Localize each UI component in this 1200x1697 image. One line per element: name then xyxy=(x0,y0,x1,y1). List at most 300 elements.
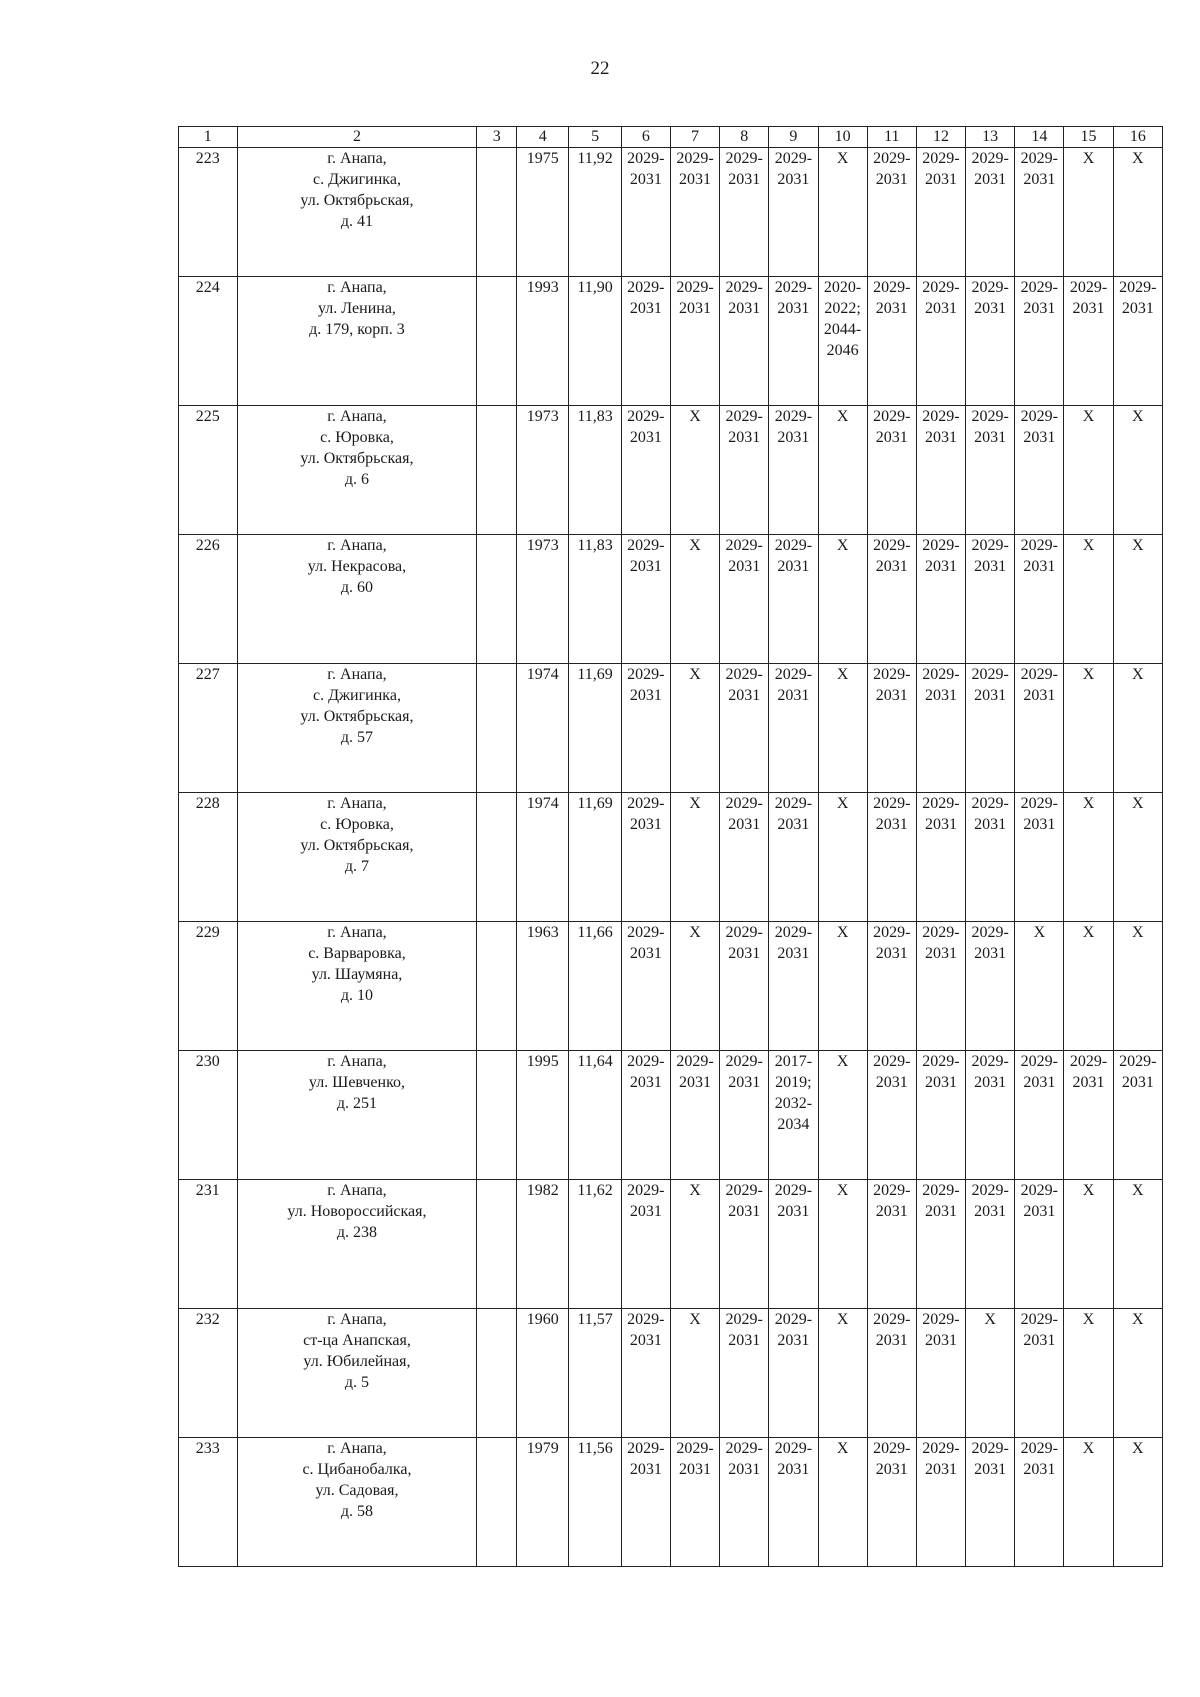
period-line: 2020- xyxy=(823,279,862,296)
period-line: 2031 xyxy=(924,945,957,962)
address-line: г. Анапа, xyxy=(327,279,387,296)
period-line: 2031 xyxy=(728,1461,761,1478)
period-line: X xyxy=(836,150,849,167)
period-cell-col-6 xyxy=(621,793,670,922)
period-line: X xyxy=(1082,795,1095,812)
period-line: 2031 xyxy=(777,171,810,188)
period-cell-col-9 xyxy=(769,1309,818,1438)
address-line: с. Джигинка, xyxy=(312,171,401,188)
period-cell-col-16 xyxy=(1113,922,1162,1051)
period-cell-col-14 xyxy=(1015,148,1064,277)
period-line: 2017- xyxy=(774,1053,813,1070)
period-line: 2031 xyxy=(629,945,662,962)
period-line: 2029- xyxy=(873,1182,911,1199)
period-line: 2031 xyxy=(679,171,712,188)
column-3-cell xyxy=(477,664,517,793)
period-line: 2031 xyxy=(875,429,908,446)
period-cell-col-6 xyxy=(621,148,670,277)
period-line: 2029- xyxy=(774,795,813,812)
period-line: 2029- xyxy=(627,408,665,425)
period-cell-col-14 xyxy=(1015,277,1064,406)
address-cell xyxy=(237,277,477,406)
index-cell: 11,83 xyxy=(569,406,621,535)
address-line: ст-ца Анапская, xyxy=(303,1332,411,1349)
table-header xyxy=(179,127,1163,148)
period-line: 2031 xyxy=(875,300,908,317)
period-cell-col-15 xyxy=(1064,1438,1113,1567)
period-cell-col-10 xyxy=(818,793,867,922)
address-line: с. Варваровка, xyxy=(308,945,406,962)
period-cell-col-11 xyxy=(867,922,916,1051)
table-row xyxy=(179,535,1163,664)
period-line: 2031 xyxy=(777,945,810,962)
period-cell-col-16 xyxy=(1113,793,1162,922)
period-cell-col-7 xyxy=(670,922,719,1051)
period-line: X xyxy=(836,924,849,941)
year-cell: 1974 xyxy=(517,793,569,922)
column-header-3: 3 xyxy=(477,127,517,148)
column-3-cell xyxy=(477,1180,517,1309)
period-cell-col-10 xyxy=(818,535,867,664)
period-line: 2029- xyxy=(774,537,813,554)
column-header-7: 7 xyxy=(670,127,719,148)
period-line: 2029- xyxy=(774,408,813,425)
index-cell: 11,92 xyxy=(569,148,621,277)
period-line: 2031 xyxy=(974,300,1007,317)
period-line: X xyxy=(1082,150,1095,167)
column-header-14: 14 xyxy=(1015,127,1064,148)
period-cell-col-15 xyxy=(1064,148,1113,277)
header-row xyxy=(179,127,1163,148)
period-cell-col-8 xyxy=(720,1051,769,1180)
period-cell-col-8 xyxy=(720,406,769,535)
period-cell-col-13 xyxy=(966,793,1015,922)
address-line: д. 60 xyxy=(340,579,374,596)
column-3-cell xyxy=(477,793,517,922)
row-number: 232 xyxy=(179,1309,238,1438)
address-line: с. Юровка, xyxy=(320,429,394,446)
column-header-16: 16 xyxy=(1113,127,1162,148)
period-line: 2029- xyxy=(873,150,911,167)
period-cell-col-7 xyxy=(670,148,719,277)
period-line: 2029- xyxy=(1020,795,1058,812)
year-cell: 1963 xyxy=(517,922,569,1051)
period-line: 2031 xyxy=(875,1332,908,1349)
period-line: 2031 xyxy=(629,1461,662,1478)
address-line: ул. Ленина, xyxy=(318,300,396,317)
period-line: 2031 xyxy=(777,1332,810,1349)
period-line: X xyxy=(1132,150,1144,167)
period-line: 2029- xyxy=(971,279,1009,296)
period-line: 2032- xyxy=(774,1095,813,1112)
address-line: г. Анапа, xyxy=(327,408,387,425)
period-line: 2031 xyxy=(875,687,908,704)
address-line: ул. Юбилейная, xyxy=(303,1353,411,1370)
period-cell-col-13 xyxy=(966,1051,1015,1180)
period-line: 2029- xyxy=(627,1440,665,1457)
period-line: 2029- xyxy=(627,150,665,167)
period-line: X xyxy=(1033,924,1046,941)
period-cell-col-13 xyxy=(966,277,1015,406)
index-cell: 11,57 xyxy=(569,1309,621,1438)
address-line: г. Анапа, xyxy=(327,1311,387,1328)
period-cell-col-6 xyxy=(621,664,670,793)
period-cell-col-14 xyxy=(1015,793,1064,922)
period-line: 2031 xyxy=(728,171,761,188)
period-line: 2031 xyxy=(728,1074,761,1091)
period-line: 2029- xyxy=(873,795,911,812)
column-3-cell xyxy=(477,1438,517,1567)
period-cell-col-9 xyxy=(769,406,818,535)
period-line: 2031 xyxy=(1072,300,1105,317)
period-cell-col-6 xyxy=(621,277,670,406)
period-line: 2031 xyxy=(1023,816,1056,833)
period-line: 2029- xyxy=(971,1053,1009,1070)
period-line: 2031 xyxy=(924,300,957,317)
period-cell-col-10 xyxy=(818,1180,867,1309)
address-line: д. 10 xyxy=(340,987,374,1004)
period-cell-col-16 xyxy=(1113,535,1162,664)
address-line: д. 58 xyxy=(340,1503,374,1520)
period-line: 2031 xyxy=(924,816,957,833)
row-number: 225 xyxy=(179,406,238,535)
period-line: 2046 xyxy=(826,342,859,359)
period-line: X xyxy=(836,537,849,554)
period-line: 2029- xyxy=(627,1053,665,1070)
row-number: 229 xyxy=(179,922,238,1051)
period-line: 2029- xyxy=(1069,1053,1108,1070)
period-cell-col-10 xyxy=(818,277,867,406)
period-line: 2044- xyxy=(823,321,862,338)
period-line: 2031 xyxy=(974,558,1007,575)
period-cell-col-16 xyxy=(1113,277,1162,406)
row-number: 227 xyxy=(179,664,238,793)
period-cell-col-13 xyxy=(966,148,1015,277)
period-cell-col-16 xyxy=(1113,1309,1162,1438)
column-header-4: 4 xyxy=(517,127,569,148)
period-line: 2031 xyxy=(875,171,908,188)
index-cell: 11,69 xyxy=(569,664,621,793)
period-cell-col-15 xyxy=(1064,793,1113,922)
period-cell-col-16 xyxy=(1113,1438,1162,1567)
row-number: 224 xyxy=(179,277,238,406)
period-cell-col-11 xyxy=(867,664,916,793)
period-line: X xyxy=(836,1053,849,1070)
period-line: 2031 xyxy=(777,1203,810,1220)
period-line: 2031 xyxy=(777,558,810,575)
period-cell-col-11 xyxy=(867,1309,916,1438)
period-line: 2029- xyxy=(1020,666,1058,683)
period-cell-col-9 xyxy=(769,277,818,406)
period-line: 2031 xyxy=(924,687,957,704)
period-line: 2029- xyxy=(725,1182,763,1199)
period-line: 2029- xyxy=(922,150,960,167)
period-cell-col-14 xyxy=(1015,1438,1064,1567)
period-cell-col-10 xyxy=(818,148,867,277)
address-line: с. Юровка, xyxy=(320,816,394,833)
period-cell-col-6 xyxy=(621,406,670,535)
address-line: д. 7 xyxy=(344,858,370,875)
period-cell-col-11 xyxy=(867,535,916,664)
address-cell xyxy=(237,148,477,277)
index-cell: 11,56 xyxy=(569,1438,621,1567)
period-cell-col-6 xyxy=(621,1051,670,1180)
address-line: ул. Октябрьская, xyxy=(300,837,414,854)
period-cell-col-12 xyxy=(916,277,965,406)
period-line: X xyxy=(689,1311,701,1328)
address-line: д. 57 xyxy=(340,729,374,746)
period-line: 2031 xyxy=(629,1074,662,1091)
period-line: 2022; xyxy=(824,300,861,317)
address-line: г. Анапа, xyxy=(327,666,387,683)
period-line: 2029- xyxy=(725,537,763,554)
period-line: 2034 xyxy=(777,1116,810,1133)
period-cell-col-13 xyxy=(966,664,1015,793)
period-line: 2031 xyxy=(875,945,908,962)
period-line: 2029- xyxy=(774,1311,813,1328)
index-cell: 11,90 xyxy=(569,277,621,406)
period-line: 2031 xyxy=(629,816,662,833)
period-line: 2031 xyxy=(679,1074,712,1091)
year-cell: 1995 xyxy=(517,1051,569,1180)
period-cell-col-13 xyxy=(966,1180,1015,1309)
period-line: 2029- xyxy=(922,1440,960,1457)
period-line: 2031 xyxy=(629,1203,662,1220)
period-line: 2031 xyxy=(777,816,810,833)
period-line: X xyxy=(836,1311,849,1328)
address-line: г. Анапа, xyxy=(327,1440,387,1457)
column-header-2: 2 xyxy=(237,127,477,148)
period-cell-col-8 xyxy=(720,922,769,1051)
period-cell-col-12 xyxy=(916,1051,965,1180)
period-cell-col-13 xyxy=(966,1309,1015,1438)
period-line: X xyxy=(1132,924,1144,941)
period-cell-col-15 xyxy=(1064,1051,1113,1180)
period-line: 2031 xyxy=(1023,1074,1056,1091)
period-cell-col-6 xyxy=(621,1309,670,1438)
period-line: 2031 xyxy=(679,1461,712,1478)
column-header-11: 11 xyxy=(867,127,916,148)
period-line: 2031 xyxy=(629,687,662,704)
period-line: 2031 xyxy=(974,1461,1007,1478)
period-line: 2031 xyxy=(777,300,810,317)
address-line: ул. Садовая, xyxy=(315,1482,399,1499)
period-line: 2029- xyxy=(922,408,960,425)
period-cell-col-12 xyxy=(916,1180,965,1309)
period-cell-col-9 xyxy=(769,1180,818,1309)
period-line: X xyxy=(836,666,849,683)
index-cell: 11,69 xyxy=(569,793,621,922)
address-cell xyxy=(237,535,477,664)
period-cell-col-6 xyxy=(621,535,670,664)
period-line: X xyxy=(1082,924,1095,941)
address-line: ул. Октябрьская, xyxy=(300,450,414,467)
address-cell xyxy=(237,1438,477,1567)
period-line: 2029- xyxy=(922,666,960,683)
address-line: г. Анапа, xyxy=(327,1182,387,1199)
period-line: 2029- xyxy=(971,795,1009,812)
period-line: X xyxy=(1082,537,1095,554)
period-line: 2029- xyxy=(725,408,763,425)
year-cell: 1973 xyxy=(517,406,569,535)
period-line: 2029- xyxy=(922,795,960,812)
period-cell-col-12 xyxy=(916,922,965,1051)
period-cell-col-15 xyxy=(1064,664,1113,793)
period-line: 2031 xyxy=(875,1203,908,1220)
column-header-8: 8 xyxy=(720,127,769,148)
period-cell-col-11 xyxy=(867,406,916,535)
period-line: 2029- xyxy=(873,666,911,683)
column-header-10: 10 xyxy=(818,127,867,148)
period-line: 2029- xyxy=(774,924,813,941)
address-cell xyxy=(237,664,477,793)
period-cell-col-11 xyxy=(867,1180,916,1309)
period-cell-col-8 xyxy=(720,1309,769,1438)
row-number: 223 xyxy=(179,148,238,277)
address-line: д. 251 xyxy=(336,1095,378,1112)
period-line: 2029- xyxy=(1020,279,1058,296)
year-cell: 1973 xyxy=(517,535,569,664)
period-line: 2029- xyxy=(873,924,911,941)
period-line: 2031 xyxy=(924,1074,957,1091)
period-line: 2029- xyxy=(1020,537,1058,554)
address-line: ул. Шевченко, xyxy=(308,1074,406,1091)
address-line: г. Анапа, xyxy=(327,150,387,167)
period-line: 2031 xyxy=(974,171,1007,188)
period-line: 2031 xyxy=(875,558,908,575)
period-line: 2029- xyxy=(774,666,813,683)
period-line: X xyxy=(689,924,701,941)
period-line: X xyxy=(689,1182,701,1199)
period-cell-col-11 xyxy=(867,277,916,406)
period-line: 2031 xyxy=(875,1074,908,1091)
period-line: X xyxy=(984,1311,996,1328)
year-cell: 1974 xyxy=(517,664,569,793)
period-cell-col-10 xyxy=(818,1309,867,1438)
year-cell: 1982 xyxy=(517,1180,569,1309)
address-line: с. Джигинка, xyxy=(312,687,401,704)
period-cell-col-11 xyxy=(867,793,916,922)
address-line: г. Анапа, xyxy=(327,795,387,812)
period-cell-col-6 xyxy=(621,922,670,1051)
period-line: X xyxy=(689,795,701,812)
period-cell-col-7 xyxy=(670,793,719,922)
period-line: 2029- xyxy=(873,279,911,296)
period-line: X xyxy=(1082,1182,1095,1199)
period-cell-col-10 xyxy=(818,1438,867,1567)
column-header-6: 6 xyxy=(621,127,670,148)
period-cell-col-14 xyxy=(1015,406,1064,535)
address-line: ул. Шаумяна, xyxy=(311,966,403,983)
period-cell-col-16 xyxy=(1113,148,1162,277)
period-line: X xyxy=(1132,1182,1144,1199)
column-header-15: 15 xyxy=(1064,127,1113,148)
period-line: 2029- xyxy=(725,279,763,296)
period-line: X xyxy=(1132,408,1144,425)
period-line: 2031 xyxy=(924,171,957,188)
table-row xyxy=(179,277,1163,406)
period-cell-col-8 xyxy=(720,277,769,406)
address-cell xyxy=(237,922,477,1051)
period-line: 2031 xyxy=(924,1203,957,1220)
period-cell-col-9 xyxy=(769,535,818,664)
period-line: 2029- xyxy=(676,150,714,167)
period-cell-col-13 xyxy=(966,1438,1015,1567)
column-header-5: 5 xyxy=(569,127,621,148)
period-cell-col-16 xyxy=(1113,664,1162,793)
period-cell-col-8 xyxy=(720,535,769,664)
period-line: 2031 xyxy=(1023,1461,1056,1478)
table-row xyxy=(179,664,1163,793)
index-cell: 11,62 xyxy=(569,1180,621,1309)
period-cell-col-13 xyxy=(966,535,1015,664)
period-line: 2031 xyxy=(1023,687,1056,704)
period-cell-col-9 xyxy=(769,148,818,277)
period-line: 2031 xyxy=(875,816,908,833)
period-line: 2029- xyxy=(1119,279,1157,296)
period-cell-col-12 xyxy=(916,1438,965,1567)
period-line: 2031 xyxy=(629,1332,662,1349)
period-line: 2031 xyxy=(1023,558,1056,575)
column-header-1: 1 xyxy=(179,127,238,148)
period-line: X xyxy=(1082,1311,1095,1328)
period-cell-col-12 xyxy=(916,406,965,535)
period-cell-col-10 xyxy=(818,664,867,793)
row-number: 230 xyxy=(179,1051,238,1180)
period-line: 2031 xyxy=(629,429,662,446)
year-cell: 1975 xyxy=(517,148,569,277)
period-line: 2029- xyxy=(774,150,813,167)
period-cell-col-9 xyxy=(769,664,818,793)
period-cell-col-6 xyxy=(621,1438,670,1567)
period-cell-col-12 xyxy=(916,1309,965,1438)
period-cell-col-11 xyxy=(867,1051,916,1180)
period-cell-col-7 xyxy=(670,1180,719,1309)
period-cell-col-12 xyxy=(916,535,965,664)
period-cell-col-12 xyxy=(916,148,965,277)
period-line: 2029- xyxy=(627,1182,665,1199)
period-line: 2029- xyxy=(725,1053,763,1070)
period-cell-col-7 xyxy=(670,1309,719,1438)
period-cell-col-14 xyxy=(1015,1051,1064,1180)
period-cell-col-14 xyxy=(1015,1309,1064,1438)
period-line: 2029- xyxy=(873,1440,911,1457)
period-line: 2029- xyxy=(971,924,1009,941)
address-cell xyxy=(237,793,477,922)
period-line: 2029- xyxy=(1020,408,1058,425)
period-cell-col-16 xyxy=(1113,1180,1162,1309)
period-line: 2029- xyxy=(873,1311,911,1328)
period-line: 2031 xyxy=(974,429,1007,446)
period-line: 2029- xyxy=(774,1182,813,1199)
period-cell-col-10 xyxy=(818,1051,867,1180)
period-line: 2029- xyxy=(971,1440,1009,1457)
period-line: 2029- xyxy=(627,537,665,554)
period-line: 2029- xyxy=(725,150,763,167)
period-cell-col-13 xyxy=(966,922,1015,1051)
period-line: 2031 xyxy=(728,945,761,962)
row-number: 231 xyxy=(179,1180,238,1309)
period-line: 2029- xyxy=(774,279,813,296)
period-line: 2031 xyxy=(924,1332,957,1349)
period-cell-col-14 xyxy=(1015,1180,1064,1309)
period-line: 2029- xyxy=(922,1311,960,1328)
period-cell-col-12 xyxy=(916,793,965,922)
period-cell-col-7 xyxy=(670,1438,719,1567)
table-body xyxy=(179,148,1163,1567)
index-cell: 11,64 xyxy=(569,1051,621,1180)
period-cell-col-8 xyxy=(720,1438,769,1567)
